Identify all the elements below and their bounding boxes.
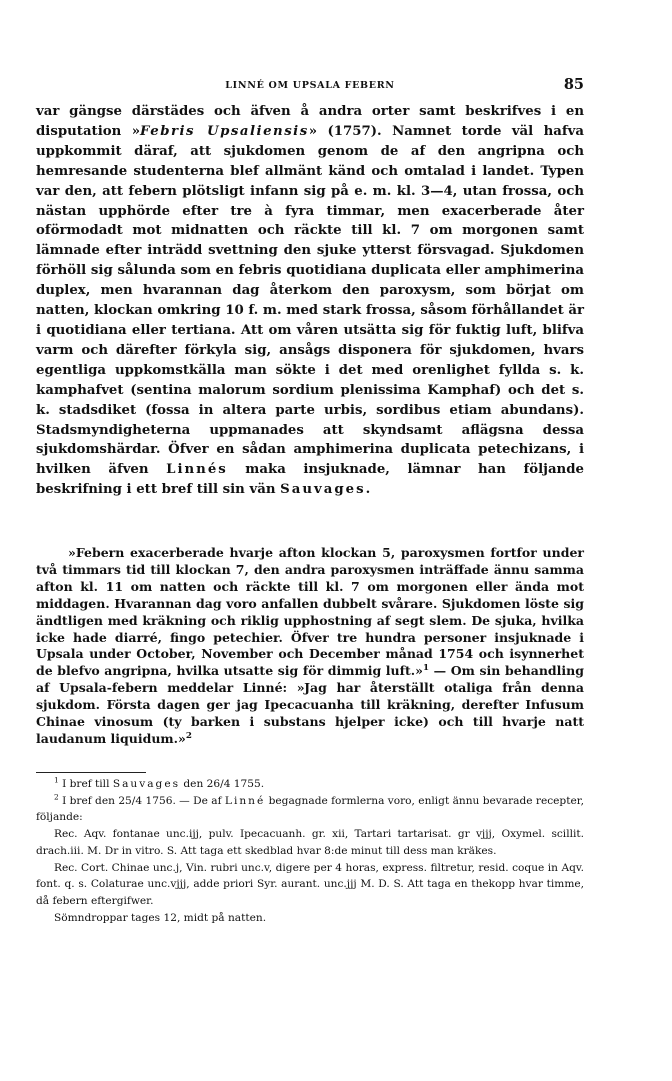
recipe-1: Rec. Aqv. fontanae unc.ijj, pulv. Ipecacuanh. gr. xii, Tartari tartarisat. gr vjjj, Oxymel. scillit. drach.iii. M. Dr in vitro. S. Att taga ett skedblad hvar 8:de minut till dess man kräkes. <box>36 828 584 857</box>
person-name: Linné <box>224 794 266 807</box>
person-name: Sauvages <box>280 482 366 498</box>
text-run: »Febern exacerberade hvarje afton klockan 5, paroxysmen fortfor under två timmars tid till klockan 7, den andra paroxysmen inträffade ännu samma afton kl. 11 om natten och räckte till kl. 7 om morgonen eller ända mot middagen. Hvarannan dag voro anfallen dubbelt svårare. Sjukdomen löste sig ändtligen med kräkning och riklig upphostning af segt slem. De sjuka, hvilka icke hade diarré, fingo petechier. Öfver tre hundra personer insjuknade i Upsala under October, November och December månad 1754 och isynnerhet de blefvo angripna, hvilka utsatte sig för dimmig luft.» <box>36 545 584 679</box>
text-run: . <box>365 482 371 498</box>
text-run: 1756. — De af <box>142 794 225 807</box>
recipe-3: Sömndroppar tages 12, midt på natten. <box>54 911 267 924</box>
disputation-title: Febris Upsaliensis <box>140 123 309 139</box>
text-run: maka insjuknade, lämnar han följande beskrifning i ett bref till sin vän <box>36 462 584 498</box>
footnotes <box>36 776 584 926</box>
block-quote <box>36 545 584 748</box>
footnote-ref: 2 <box>185 730 192 741</box>
running-title: LINNÉ OM UPSALA FEBERN <box>225 80 395 91</box>
text-run: — Om sin behandling af Upsala-febern meddelar Linné: »Jag har återställt otaliga från denna sjukdom. Första dagen ger jag Ipecacuanha till kräkning, derefter Infusum Chinae vinosum (ty barken i substans hjelper icke) och till hvarje natt laudanum liquidum.» <box>36 663 584 746</box>
person-name: Linnés <box>166 462 228 478</box>
footnote-mark: 2 <box>54 792 59 802</box>
text-run: begagnade formlerna voro, enligt ännu bevarade recepter, följande: <box>36 794 585 824</box>
footnote-divider <box>36 772 146 773</box>
footnote-2 <box>36 793 584 826</box>
text-run: den <box>180 778 207 790</box>
recipe-2: Rec. Cort. Chinae unc.j, Vin. rubri unc.v, digere per 4 horas, express. filtretur, resid. coque in Aqv. font. q. s. Colaturae unc.vjjj, adde priori Syr. aurant. unc.jjj M. D. S. Att taga en thekopp hvar timme, då febern eftergifwer. <box>36 861 584 907</box>
text-run: I bref till <box>58 778 113 790</box>
text-run: I bref den <box>58 794 119 807</box>
footnote-ref: 1 <box>422 663 430 674</box>
main-text <box>36 102 584 500</box>
footnote-mark: 1 <box>54 775 59 785</box>
running-head <box>36 76 584 96</box>
date-fraction: 26/4 <box>206 778 231 790</box>
footnote-1 <box>36 776 584 793</box>
text-run: » (1757). Namnet torde väl hafva uppkommit däraf, att sjukdomen genom de af den angripna och hemresande studenterna blef allmänt känd och omtalad i landet. Typen var den, att febern plötsligt infann sig på e. m. kl. 3—4, utan frossa, och nästan upphörde efter tre à fyra timmar, men exacerberade åter oförmodadt mot midnatten och räckte till kl. 7 om morgonen samt lämnade efter inträdd svettning den sjuke ytterst försvagad. Sjukdomen förhöll sig sålunda som en febris quotidiana duplicata eller amphimerina duplex, men hvarannan dag återkom den paroxysm, som börjat om natten, klockan omkring 10 f. m. med stark frossa, såsom förhållandet är i quotidiana eller tertiana. Att om våren utsätta sig för fuktig luft, blifva varm och därefter förkyla sig, ansågs disponera för sjukdomen, hvars egentliga uppkomstkälla man sökte i det med orenlighet fyllda s. k. kamphafvet (sentina malorum sordium plenissima Kamphaf) och det s. k. stadsdiket (fossa in altera parte urbis, sordibus etiam abundans). Stadsmyndigheterna uppmanades att skyndsamt aflägsna dessa sjukdomshärdar. Öfver en sådan amphimerina duplicata petechizans, i hvilken äfven <box>36 123 584 478</box>
quote-paragraph <box>36 545 584 748</box>
text-run: 1755. <box>230 778 265 790</box>
date-fraction: 25/4 <box>118 794 143 807</box>
text-run: var gängse därstädes och äfven å andra orter samt beskrifves i en disputation » <box>36 104 584 139</box>
page-number: 85 <box>563 76 584 93</box>
paragraph <box>36 102 584 500</box>
person-name: Sauvages <box>112 778 181 790</box>
